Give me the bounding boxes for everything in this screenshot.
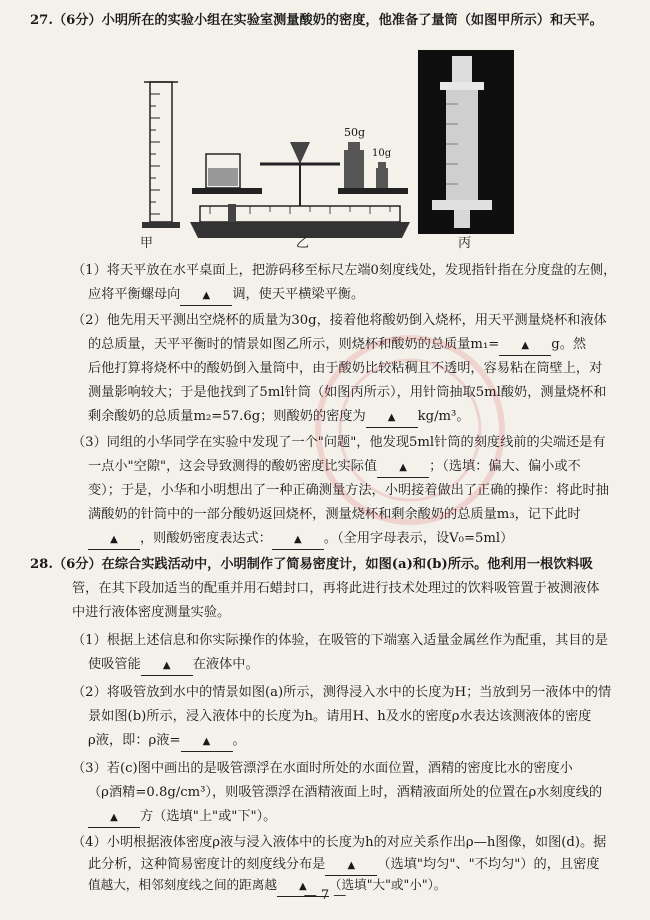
q27-p3-line2: 一点小"空隙"，这会导致测得的酸奶密度比实际值 ▲ ；（选填：偏大、偏小或不 [0, 458, 650, 478]
q28-header-line1: 28.（6分）在综合实践活动中，小明制作了简易密度计，如图(a)和(b)所示。他利用一根饮料吸 [30, 557, 593, 572]
q27-blank-2: ▲ [499, 336, 551, 356]
syringe-photo [418, 50, 514, 234]
q27-p3-line5: ▲ ，则酸奶密度表达式： ▲ 。（全用字母表示，设V₀=5ml） [0, 530, 650, 550]
q28-p2-line3: ρ液，即：ρ液= ▲ 。 [0, 732, 650, 752]
figure-label-bing: 丙 [458, 236, 472, 251]
q28-p1-line1: （1）根据上述信息和你实际操作的体验，在吸管的下端塞入适量金属丝作为配重，其目的是 [72, 633, 608, 648]
q28-header-line3: 中进行液体密度测量实验。 [72, 605, 231, 620]
q27-p1-post: 调，使天平横梁平衡。 [232, 287, 365, 302]
q27-blank-6: ▲ [272, 530, 324, 550]
q28-blank-3: ▲ [88, 808, 140, 828]
q27-blank-5: ▲ [88, 530, 140, 550]
q27-p2-line1: （2）他先用天平测出空烧杯的质量为30g，接着他将酸奶倒入烧杯，用天平测量烧杯和液体 [72, 313, 607, 328]
q28-blank-1: ▲ [141, 656, 193, 676]
q28-blank-5: ▲ [277, 876, 329, 897]
q28-p4-line3: 值越大，相邻刻度线之间的距离越 ▲ （选填"大"或"小"）。 [0, 876, 650, 897]
figure-label-yi: 乙 [296, 236, 310, 251]
q28-p3-line1: （3）若(c)图中画出的是吸管漂浮在水面时所处的水面位置，酒精的密度比水的密度小 [72, 761, 573, 776]
q27-blank-3: ▲ [366, 408, 418, 428]
q28-p1-line2: 使吸管能 ▲ 在液体中。 [0, 656, 650, 676]
q27-p3-line1: （3）同组的小华同学在实验中发现了一个"问题"，他发现5ml针筒的刻度线前的尖端还是有 [72, 435, 606, 450]
q27-p1-pre: 应将平衡螺母向 [88, 287, 181, 302]
q27-p2-line2: 的总质量，天平平衡时的情景如图乙所示，则烧杯和酸奶的总质量m₁= ▲ g。然 [0, 336, 650, 356]
page-number: — 7 — [303, 888, 347, 903]
q28-p2-line1: （2）将吸管放到水中的情景如图(a)所示，测得浸入水中的长度为H；当放到另一液体中的情 [72, 685, 612, 700]
q27-p3-line4: 满酸奶的针筒中的一部分酸奶返回烧杯，测量烧杯和剩余酸奶的总质量m₃，记下此时 [88, 507, 581, 522]
q27-p1-line2 [0, 286, 650, 306]
q28-blank-4: ▲ [325, 856, 377, 876]
graduated-cylinder-icon [142, 82, 180, 228]
weight-50g-label: 50g [344, 126, 366, 139]
q28-p3-line3: ▲ 方（选填"上"或"下"）。 [0, 808, 650, 828]
q28-blank-2: ▲ [181, 732, 233, 752]
q27-p3-line3: 变）；于是，小华和小明想出了一种正确测量方法，小明接着做出了正确的操作：将此时抽 [88, 483, 609, 498]
q28-p2-line2: 景如图(b)所示，浸入液体中的长度为h。请用H、h及水的密度ρ水表达该测液体的密度 [88, 709, 592, 724]
q27-header: 27.（6分）小明所在的实验小组在实验室测量酸奶的密度，他准备了量筒（如图甲所示）和天平。 [30, 13, 603, 28]
q27-p2-line3: 后他打算将烧杯中的酸奶倒入量筒中，由于酸奶比较粘稠且不透明，容易粘在筒壁上，对 [88, 361, 603, 376]
q27-p2-line5: 剩余酸奶的总质量m₂=57.6g；则酸奶的密度为 ▲ kg/m³。 [0, 408, 650, 428]
q28-p4-line1: （4）小明根据液体密度ρ液与浸入液体中的长度为h的对应关系作出ρ—h图像，如图(d)。据 [72, 835, 607, 850]
weight-10g-label: 10g [372, 148, 392, 159]
q27-blank-1: ▲ [180, 286, 232, 306]
q27-blank-4: ▲ [377, 458, 429, 478]
q28-p4-line2: 此分析，这种简易密度计的刻度线分布是 ▲ （选填"均匀"、"不均匀"）的，且密度 [0, 856, 650, 876]
q27-p2-line4: 测量影响较大；于是他找到了5ml针筒（如图丙所示），用针筒抽取5ml酸奶，测量烧杯和 [88, 385, 607, 400]
q28-header-line2: 管，在其下段加适当的配重并用石蜡封口，再将此进行技术处理过的饮料吸管置于被测液体 [72, 581, 600, 596]
figure-label-jia: 甲 [140, 236, 154, 251]
q27-figure [140, 44, 520, 254]
q27-p1-line1: （1）将天平放在水平桌面上，把游码移至标尺左端0刻度线处，发现指针指在分度盘的左侧， [72, 263, 617, 278]
q28-p3-line2: （ρ酒精=0.8g/cm³），则吸管漂浮在酒精液面上时，酒精液面所处的位置在ρ水刻度线的 [88, 785, 603, 800]
